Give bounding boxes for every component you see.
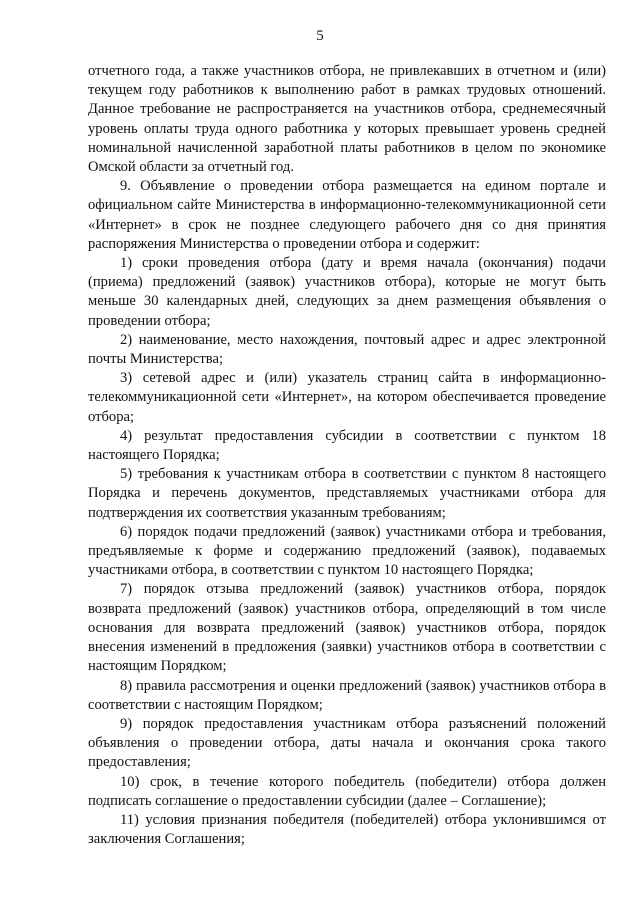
- list-item-10: 10) срок, в течение которого победитель (победители) отбора должен подписать соглашение о предоставлении субсидии (далее – Соглашение);: [88, 773, 606, 809]
- list-item-2: 2) наименование, место нахождения, почтовый адрес и адрес электронной почты Министерства;: [88, 331, 606, 368]
- list-item-7: 7) порядок отзыва предложений (заявок) участников отбора, порядок возврата предложений (заявок) участников отбора, определяющий в том числе основания для возврата предложений (заявок) участников отбора, порядок внесения изменений в предложения (заявки) участников отбора в соответствии с настоящим Порядком;: [88, 581, 606, 675]
- list-item-6: 6) порядок подачи предложений (заявок) участниками отбора и требования, предъявляемые к форме и содержанию предложений (заявок), подаваемых участниками отбора, в соответствии с пунктом 10 настоящего Порядка;: [88, 523, 606, 579]
- list-item-11: 11) условия признания победителя (победителей) отбора уклонившимся от заключения Соглашения;: [88, 811, 606, 848]
- list-item-4: 4) результат предоставления субсидии в соответствии с пунктом 18 настоящего Порядка;: [88, 427, 606, 464]
- list-item-1: 1) сроки проведения отбора (дату и время начала (окончания) подачи (приема) предложений (заявок) участников отбора), которые не могут быть меньше 30 календарных дней, следующих за днем размещения объявления о проведении отбора;: [88, 255, 606, 329]
- document-body: [88, 62, 606, 849]
- list-item-5: 5) требования к участникам отбора в соответствии с пунктом 8 настоящего Порядка и перечень документов, представляемых участниками отбора для подтверждения их соответствия указанным требованиям;: [88, 466, 606, 521]
- paragraph-continuation: отчетного года, а также участников отбора, не привлекавших в отчетном и (или) текущем году работников к выполнению работ в рамках трудовых отношений. Данное требование не распространяется на участников отбора, среднемесячный уровень оплаты труда одного работника у которых превышает уровень средней номинальной начисленной заработной платы работников в целом по экономике Омской области за отчетный год.: [88, 63, 606, 176]
- list-item-3: 3) сетевой адрес и (или) указатель страниц сайта в информационно-телекоммуникационной сети «Интернет», на котором обеспечивается проведение отбора;: [88, 370, 606, 425]
- paragraph-item-9: 9. Объявление о проведении отбора размещается на едином портале и официальном сайте Министерства в информационно-телекоммуникационной сети «Интернет» в срок не позднее следующего рабочего дня со дня принятия распоряжения Министерства о проведении отбора и содержит:: [88, 178, 606, 252]
- list-item-9: 9) порядок предоставления участникам отбора разъяснений положений объявления о проведении отбора, даты начала и окончания срока такого предоставления;: [88, 715, 606, 771]
- page-number: 5: [316, 28, 324, 44]
- list-item-8: 8) правила рассмотрения и оценки предложений (заявок) участников отбора в соответствии с настоящим Порядком;: [88, 677, 606, 713]
